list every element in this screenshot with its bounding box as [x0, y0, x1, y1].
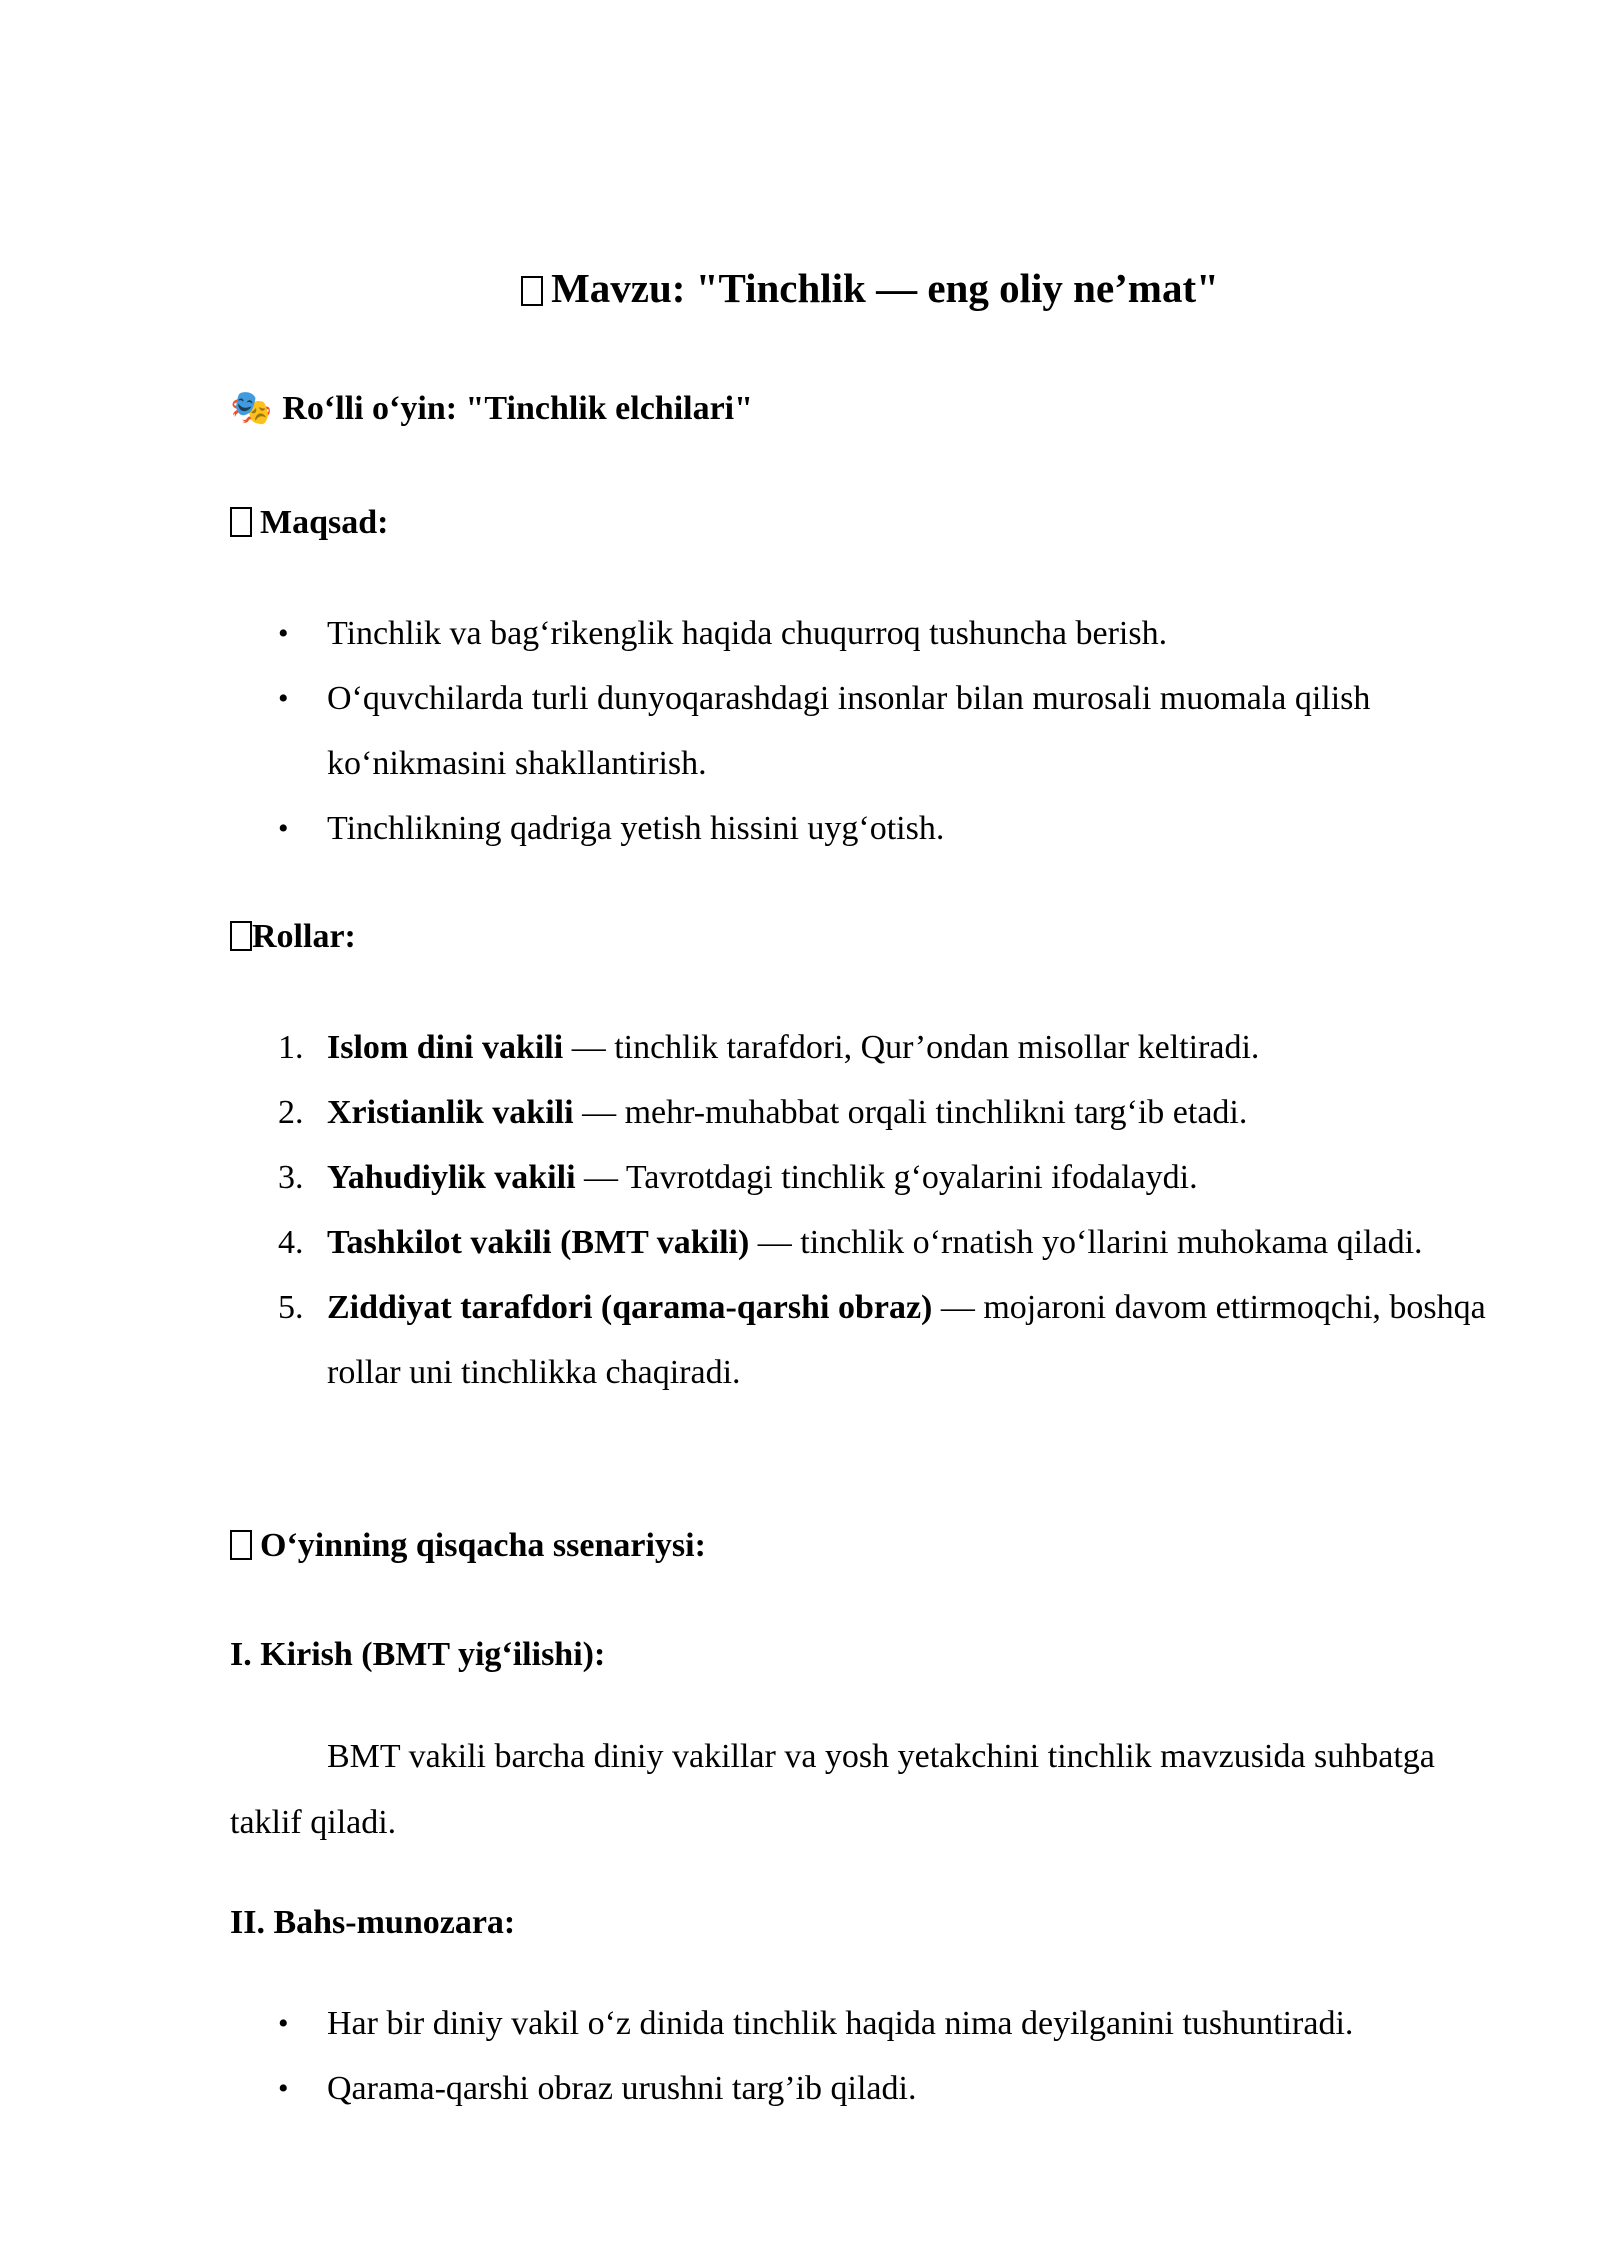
page-title-text: Mavzu: "Tinchlik — eng oliy ne’mat"	[551, 265, 1219, 311]
list-item: • Qarama-qarshi obraz urushni targ’ib qiladi.	[230, 2056, 1530, 2121]
list-item: 4. Tashkilot vakili (BMT vakili) — tinchlik o‘rnatish yo‘llarini muhokama qiladi.	[278, 1224, 1423, 1261]
goal-heading-text: Maqsad:	[260, 504, 389, 541]
list-item: • O‘quvchilarda turli dunyoqarashdagi insonlar bilan murosali muomala qilish ko‘nikmasini shakllantirish.	[230, 666, 1530, 796]
list-item: • Har bir diniy vakil o‘z dinida tinchlik haqida nima deyilganini tushuntiradi.	[230, 1991, 1530, 2056]
scenario-heading-text: O‘yinning qisqacha ssenariysi:	[260, 1527, 706, 1564]
debate-heading: II. Bahs-munozara:	[230, 1904, 516, 1941]
page-title	[0, 258, 1600, 318]
list-item: 3. Yahudiylik vakili — Tavrotdagi tinchlik g‘oyalarini ifodalaydi.	[278, 1159, 1198, 1196]
missing-glyph-icon	[230, 1530, 252, 1560]
roles-list	[230, 1015, 1530, 1405]
roles-heading	[230, 912, 356, 962]
intro-heading: I. Kirish (BMT yig‘ilishi):	[230, 1636, 606, 1673]
role-game-heading	[230, 383, 753, 434]
list-item: 5. Ziddiyat tarafdori (qarama-qarshi obraz) — mojaroni davom ettirmoqchi, boshqa rollar uni tinchlikka chaqiradi.	[278, 1289, 1486, 1391]
list-item: • Tinchlikning qadriga yetish hissini uyg‘otish.	[230, 796, 1530, 861]
debate-list	[230, 1991, 1530, 2121]
intro-paragraph: BMT vakili barcha diniy vakillar va yosh yetakchini tinchlik mavzusida suhbatga taklif qiladi.	[230, 1738, 1435, 1841]
missing-glyph-icon	[230, 921, 252, 951]
scenario-heading	[230, 1521, 706, 1571]
list-item: • Tinchlik va bag‘rikenglik haqida chuqurroq tushuncha berish.	[230, 601, 1530, 666]
list-item: 1. Islom dini vakili — tinchlik tarafdori, Qur’ondan misollar keltiradi.	[278, 1029, 1260, 1066]
missing-glyph-icon	[230, 507, 252, 537]
theater-masks-icon: 🎭	[230, 388, 273, 428]
list-item: 2. Xristianlik vakili — mehr-muhabbat orqali tinchlikni targ‘ib etadi.	[278, 1094, 1248, 1131]
goal-list	[230, 601, 1530, 861]
roles-heading-text: Rollar:	[252, 918, 356, 955]
goal-heading	[230, 498, 388, 548]
role-game-heading-text: Ro‘lli o‘yin: "Tinchlik elchilari"	[282, 390, 753, 427]
missing-glyph-icon	[521, 276, 543, 306]
